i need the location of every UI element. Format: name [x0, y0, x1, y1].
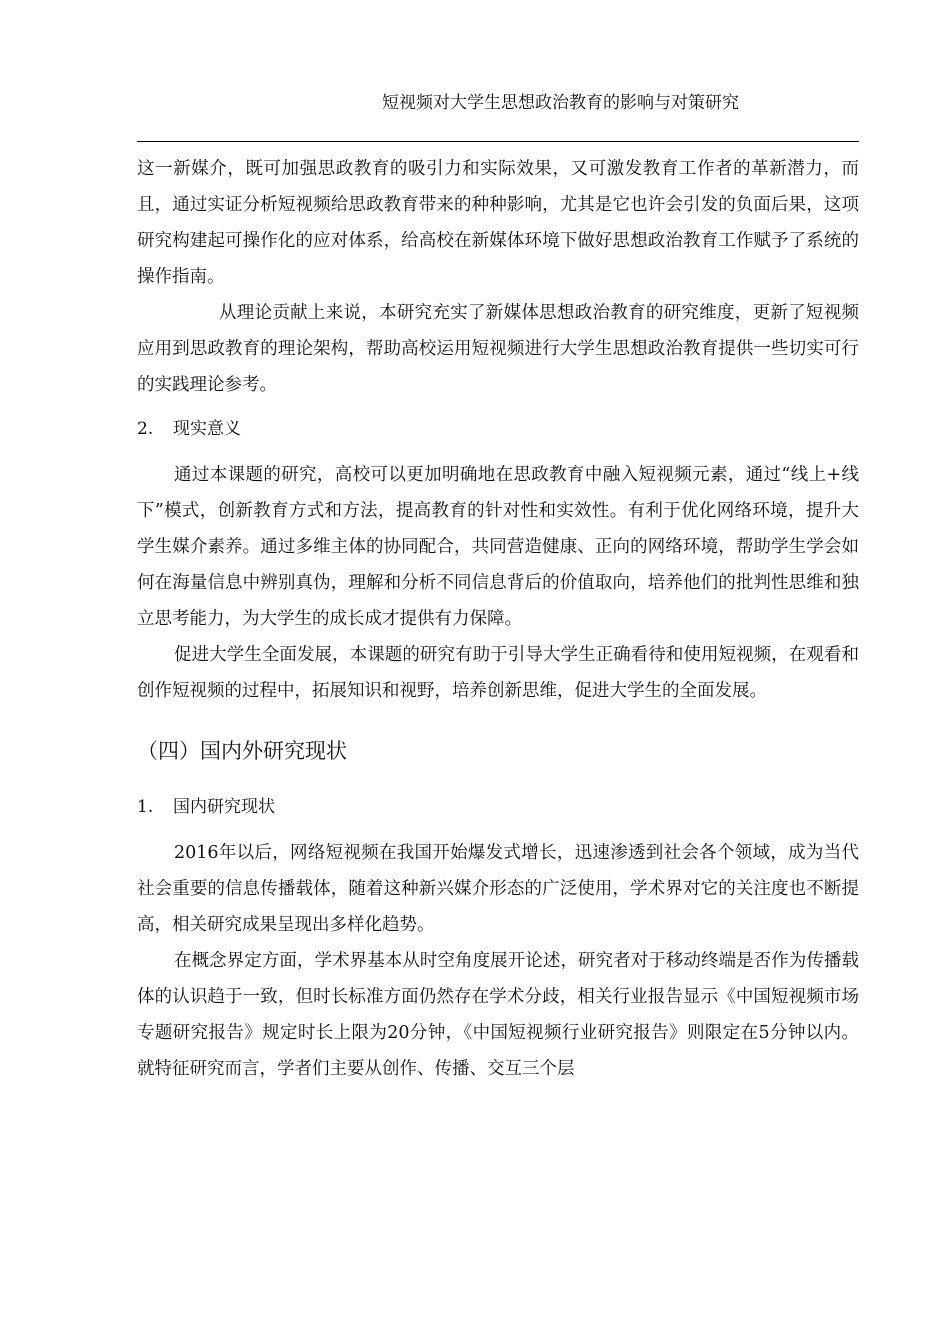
section-heading-research-status: （四）国内外研究现状 [137, 739, 347, 763]
paragraph-practical-2: 促进大学生全面发展，本课题的研究有助于引导大学生正确看待和使用短视频，在观看和创作短视频的过程中，拓展知识和视野，培养创新思维，促进大学生的全面发展。 [137, 645, 859, 701]
paragraph-practical-1: 通过本课题的研究，高校可以更加明确地在思政教育中融入短视频元素，通过“线上+线下”模式，创新教育方式和方法，提高教育的针对性和实效性。有利于优化网络环境，提升大学生媒介素养。通过多维主体的协同配合，共同营造健康、正向的网络环境，帮助学生学会如何在海量信息中辨别真伪，理解和分析不同信息背后的价值取向，培养他们的批判性思维和独立思考能力，为大学生的成长成才提供有力保障。 [137, 465, 859, 629]
heading-text: 现实意义 [173, 419, 241, 439]
paragraph-domestic-2: 在概念界定方面，学术界基本从时空角度展开论述，研究者对于移动终端是否作为传播载体的认识趋于一致，但时长标准方面仍然存在学术分歧，相关行业报告显示《中国短视频市场专题研究报告》规定时长上限为20分钟，《中国短视频行业研究报告》则限定在5分钟以内。就特征研究而言，学者们主要从创作、传播、交互三个层 [137, 951, 859, 1079]
paragraph-continuation: 这一新媒介，既可加强思政教育的吸引力和实际效果，又可激发教育工作者的革新潜力，而且，通过实证分析短视频给思政教育带来的种种影响，尤其是它也许会引发的负面后果，这项研究构建起可操作化的应对体系，给高校在新媒体环境下做好思想政治教育工作赋予了系统的操作指南。 [137, 159, 859, 287]
paragraph-theory-contribution: 从理论贡献上来说，本研究充实了新媒体思想政治教育的研究维度，更新了短视频应用到思政教育的理论架构，帮助高校运用短视频进行大学生思想政治教育提供一些切实可行的实践理论参考。 [137, 303, 859, 395]
paragraph-domestic-1: 2016年以后，网络短视频在我国开始爆发式增长，迅速渗透到社会各个领域，成为当代社会重要的信息传播载体，随着这种新兴媒介形态的广泛使用，学术界对它的关注度也不断提高，相关研究成果呈现出多样化趋势。 [137, 843, 859, 935]
header-rule [137, 141, 859, 142]
running-header: 短视频对大学生思想政治教育的影响与对策研究 [382, 93, 739, 113]
page-body [137, 151, 859, 1087]
heading-text: 国内研究现状 [173, 797, 275, 817]
heading-number: 2. [137, 419, 154, 439]
heading-domestic-status [137, 789, 859, 825]
heading-practical-significance [137, 411, 859, 447]
heading-number: 1. [137, 797, 154, 817]
